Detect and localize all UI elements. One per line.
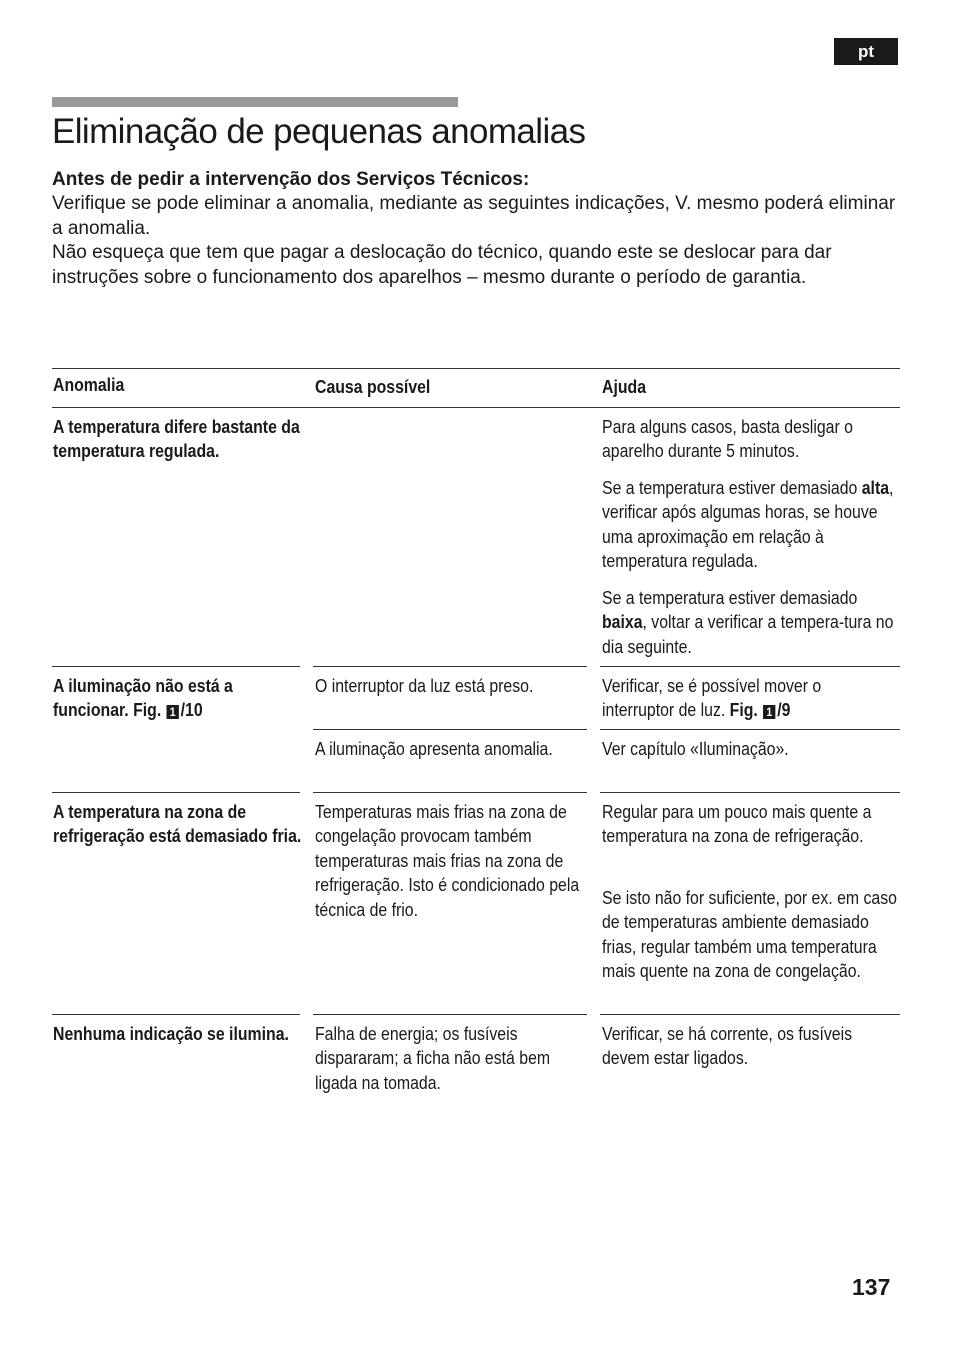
row1-ajuda-1: Para alguns casos, basta desligar o aparelho durante 5 minutos. [602, 417, 853, 462]
table-top-rule [52, 368, 900, 369]
page-title: Eliminação de pequenas anomalias [52, 112, 586, 151]
row2-causa-1: O interruptor da luz está preso. [315, 676, 534, 696]
intro-paragraph-1: Verifique se pode eliminar a anomalia, mediante as seguintes indicações, V. mesmo poderá eliminar a anomalia. [52, 193, 896, 239]
row1-anomalia: A temperatura difere bastante da temperatura regulada. [53, 417, 300, 462]
language-tag: pt [834, 38, 898, 65]
row1-ajuda-2-emphasis: alta [861, 478, 890, 498]
row2-anomalia-text: A iluminação não está a funcionar. Fig. [53, 676, 233, 721]
column-header-ajuda: Ajuda [602, 377, 647, 397]
row3-anomalia: A temperatura na zona de refrigeração está demasiado fria. [53, 802, 302, 847]
row3-causa: Temperaturas mais frias na zona de congelação provocam também temperaturas mais frias na zona de refrigeração. Isto é condicionado pela técnica de frio. [315, 802, 580, 920]
table-header-rule [52, 407, 900, 408]
intro-text [52, 168, 902, 290]
subrow-divider [600, 729, 900, 730]
row1-ajuda-2 [602, 476, 898, 574]
intro-paragraph-2: Não esqueça que tem que pagar a deslocação do técnico, quando este se deslocar para dar instruções sobre o funcionamento dos aparelhos – mesmo durante o período de garantia. [52, 242, 832, 288]
row4-causa: Falha de energia; os fusíveis dispararam; a ficha não está bem ligada na tomada. [315, 1024, 551, 1093]
row2-ajuda-1 [602, 674, 898, 723]
figure-number-icon: 1 [167, 705, 179, 719]
row1-ajuda-3-text-end: , voltar a verificar a tempera-tura no dia seguinte. [602, 612, 894, 657]
row-divider [52, 1014, 300, 1015]
intro-heading: Antes de pedir a intervenção dos Serviços Técnicos: [52, 169, 530, 190]
row-divider [52, 792, 300, 793]
row-divider [313, 1014, 587, 1015]
row2-ajuda-2: Ver capítulo «Iluminação». [602, 739, 789, 759]
row1-ajuda-2-text: Se a temperatura estiver demasiado [602, 478, 862, 498]
figure-number-icon: 1 [763, 705, 775, 719]
row1-ajuda-3-emphasis: baixa [602, 612, 643, 633]
row-divider [600, 792, 900, 793]
column-header-anomalia: Anomalia [53, 375, 125, 395]
page-number: 137 [852, 1274, 891, 1300]
row2-ajuda-1-fig-ref: /9 [777, 700, 791, 721]
row-divider [600, 1014, 900, 1015]
row-divider [52, 666, 300, 667]
row3-ajuda-1: Regular para um pouco mais quente a temperatura na zona de refrigeração. [602, 802, 872, 847]
column-header-causa: Causa possível [315, 377, 431, 397]
row4-anomalia: Nenhuma indicação se ilumina. [53, 1024, 289, 1044]
row-divider [313, 666, 587, 667]
row3-ajuda-2: Se isto não for suficiente, por ex. em caso de temperaturas ambiente demasiado frias, regular também uma temperatura mais quente na zona de congelação. [602, 888, 897, 982]
row1-ajuda-3 [602, 586, 898, 659]
row4-ajuda: Verificar, se há corrente, os fusíveis devem estar ligados. [602, 1024, 853, 1069]
row-divider [600, 666, 900, 667]
subrow-divider [313, 729, 587, 730]
row1-ajuda-2-text-end: , verificar após algumas horas, se houve uma aproximação em relação à temperatura regulada. [602, 478, 894, 572]
row2-ajuda-1-text: Verificar, se é possível mover o interruptor de luz. [602, 676, 822, 721]
row2-ajuda-1-fig-label: Fig. [729, 700, 763, 721]
row2-anomalia-fig-ref: /10 [180, 700, 203, 721]
row2-anomalia [53, 674, 308, 723]
row1-ajuda-3-text: Se a temperatura estiver demasiado [602, 588, 858, 608]
title-accent-bar [52, 97, 458, 107]
row-divider [313, 792, 587, 793]
row2-causa-2: A iluminação apresenta anomalia. [315, 739, 553, 759]
